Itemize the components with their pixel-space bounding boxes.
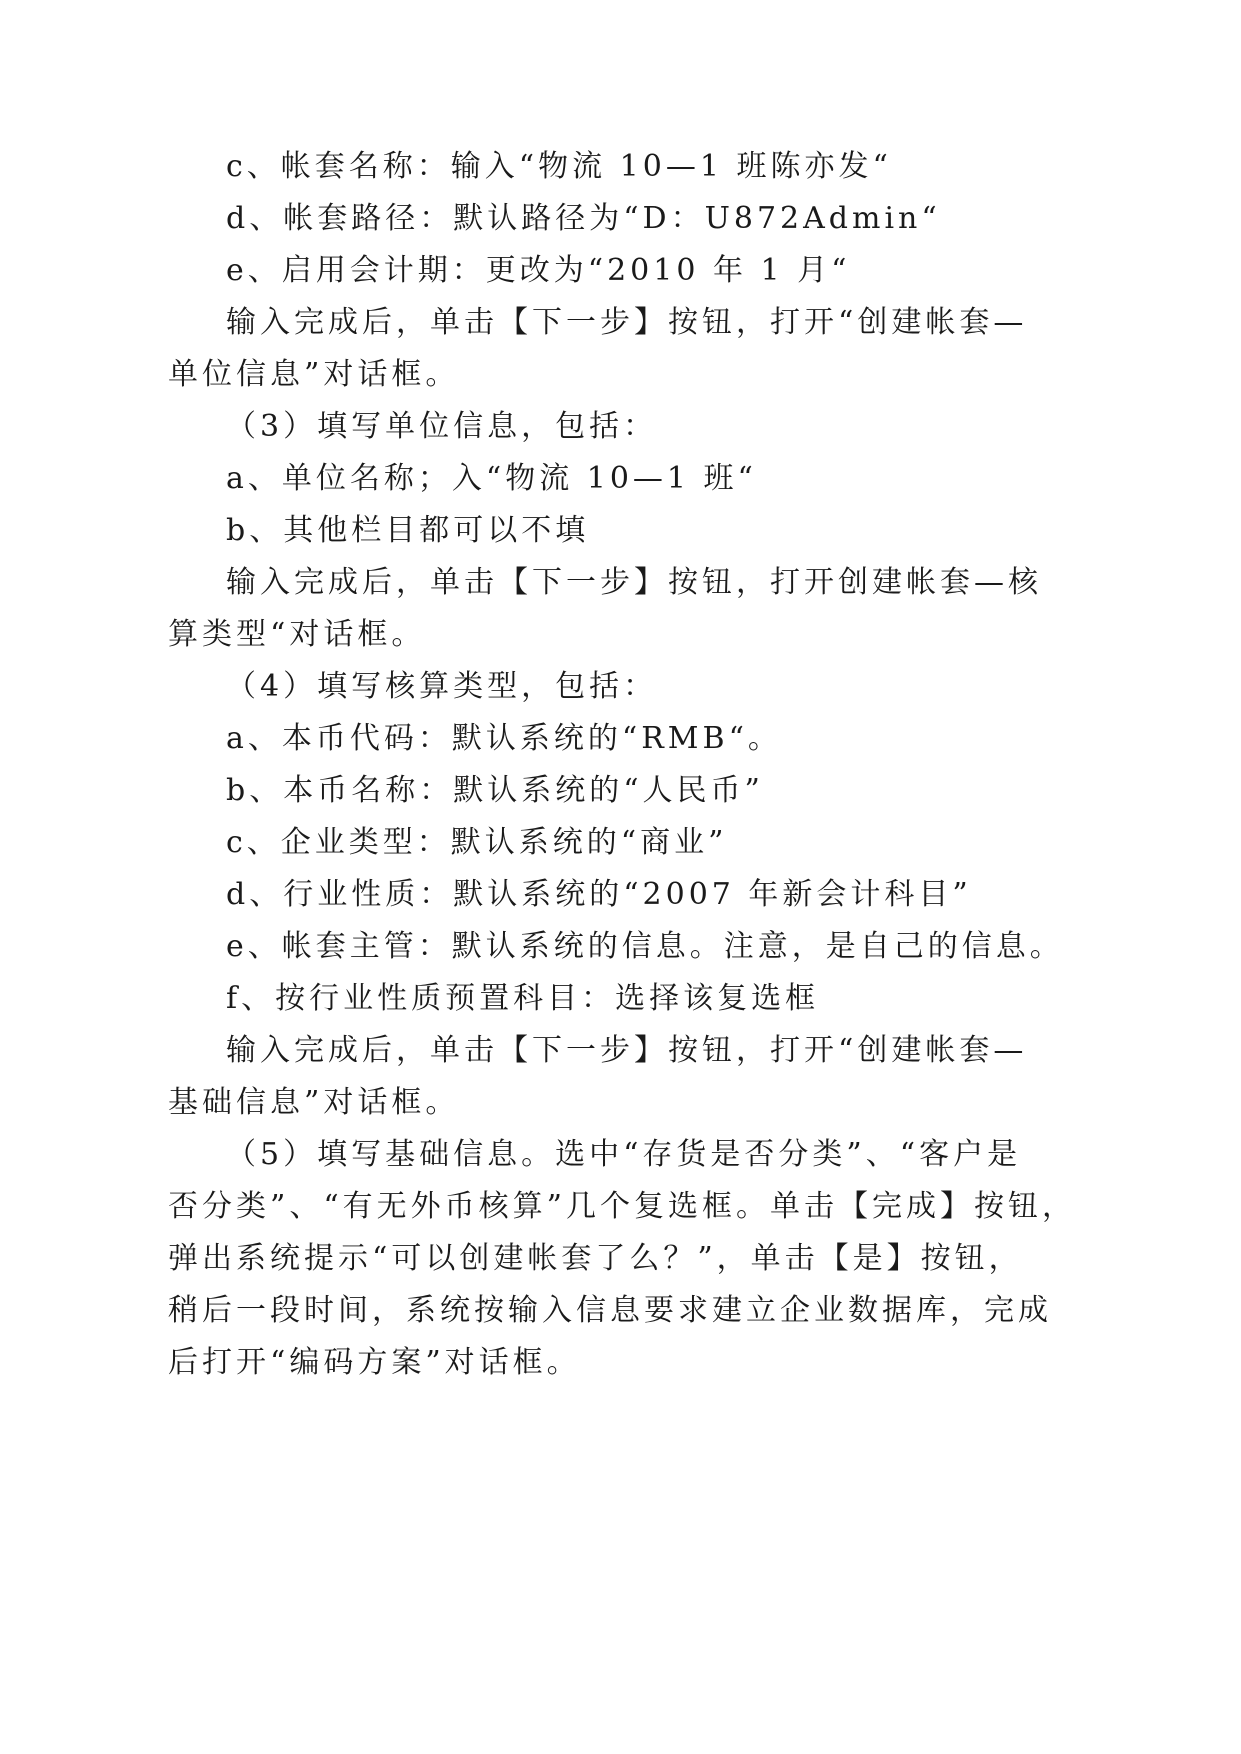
text-line: c、企业类型：默认系统的“商业”: [226, 825, 728, 860]
text-line: （5）填写基础信息。选中“存货是否分类”、“客户是: [226, 1137, 1022, 1172]
text-line: 算类型“对话框。: [168, 617, 426, 652]
text-line: e、启用会计期：更改为“2010 年 1 月“: [226, 253, 851, 288]
text-line: （3）填写单位信息，包括：: [226, 409, 658, 444]
text-line: a、单位名称；入“物流 10—1 班“: [226, 461, 757, 496]
text-line: 输入完成后，单击【下一步】按钮，打开“创建帐套—: [226, 305, 1028, 340]
text-line: f、按行业性质预置科目：选择该复选框: [226, 981, 820, 1016]
text-line: a、本币代码：默认系统的“RMB“。: [226, 721, 782, 756]
text-line: e、帐套主管：默认系统的信息。注意，是自己的信息。: [226, 929, 1064, 964]
text-line: 基础信息”对话框。: [168, 1085, 460, 1120]
text-line: c、帐套名称：输入“物流 10—1 班陈亦发“: [226, 149, 892, 184]
text-line: 弹出系统提示“可以创建帐套了么？”，单击【是】按钮，: [168, 1241, 1023, 1276]
text-line: 单位信息”对话框。: [168, 357, 460, 392]
text-line: d、行业性质：默认系统的“2007 年新会计科目”: [226, 877, 972, 912]
text-line: 输入完成后，单击【下一步】按钮，打开创建帐套—核: [226, 565, 1042, 600]
text-line: （4）填写核算类型，包括：: [226, 669, 658, 704]
text-line: 稍后一段时间，系统按输入信息要求建立企业数据库，完成: [168, 1293, 1052, 1328]
text-line: 后打开“编码方案”对话框。: [168, 1345, 581, 1380]
text-line: 输入完成后，单击【下一步】按钮，打开“创建帐套—: [226, 1033, 1028, 1068]
text-line: d、帐套路径：默认路径为“D：U872Admin“: [226, 201, 941, 236]
text-line: b、其他栏目都可以不填: [226, 513, 590, 548]
text-line: 否分类”、“有无外币核算”几个复选框。单击【完成】按钮，: [168, 1189, 1077, 1224]
text-line: b、本币名称：默认系统的“人民币”: [226, 773, 764, 808]
